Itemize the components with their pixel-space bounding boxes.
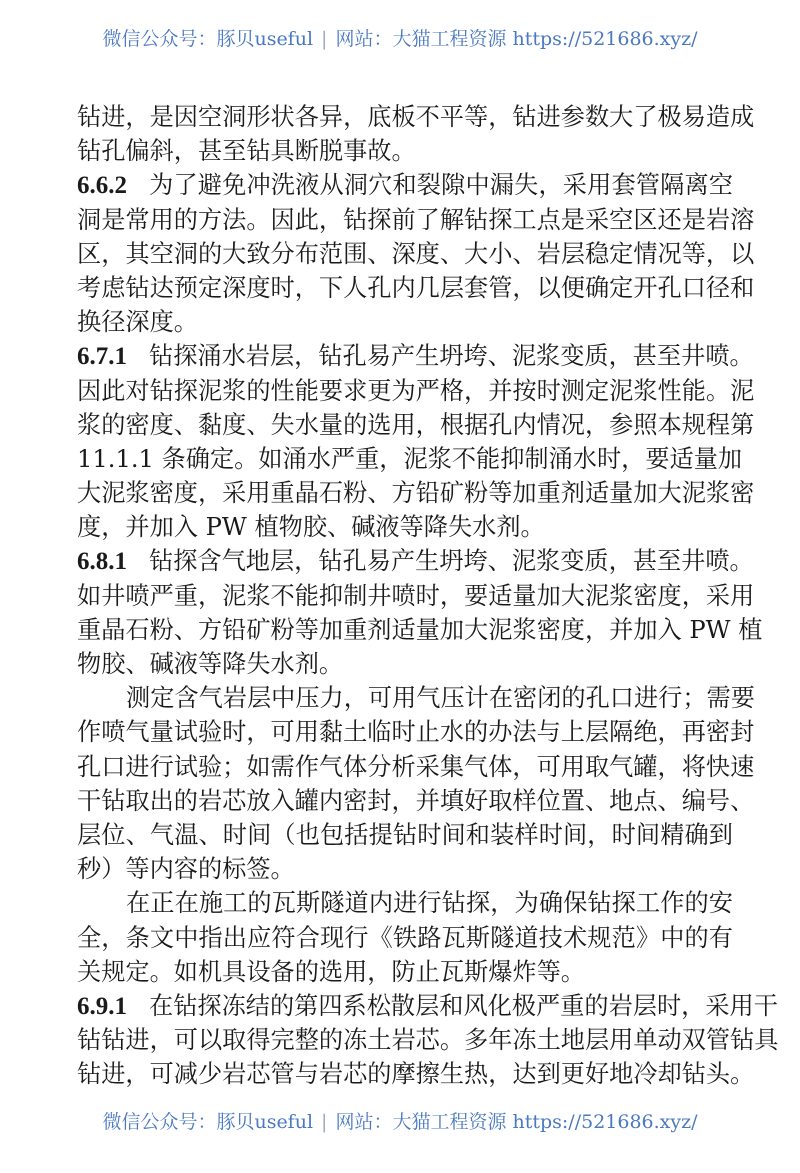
watermark-separator: | (321, 28, 328, 50)
clause-number: 6.7.1 (77, 343, 127, 371)
text-line: 钻孔偏斜，甚至钻具断脱事故。 (77, 137, 416, 166)
text-line: 如井喷严重，泥浆不能抑制井喷时，要适量加大泥浆密度，采用 (77, 581, 755, 610)
clause-number: 6.9.1 (77, 992, 127, 1020)
text-line: 钻进，是因空洞形状各异，底板不平等，钻进参数大了极易造成 (77, 103, 755, 131)
paragraph-start-line: 在正在施工的瓦斯隧道内进行钻探，为确保钻探工作的安 (126, 889, 733, 918)
clause-line: 6.8.1 钻探含气地层，钻孔易产生坍垮、泥浆变质，甚至井喷。 (77, 547, 754, 576)
text-line: 11.1.1 条确定。如涌水严重，泥浆不能抑制涌水时，要适量加 (77, 444, 743, 473)
text-line: 钻钻进，可以取得完整的冻土岩芯。多年冻土地层用单动双管钻具 (77, 1026, 779, 1055)
watermark-website: 网站：大猫工程资源 https://521686.xyz/ (335, 28, 698, 50)
clause-line: 6.7.1 钻探涌水岩层，钻孔易产生坍垮、泥浆变质，甚至井喷。 (77, 342, 754, 371)
text-line: 换径深度。 (77, 308, 198, 337)
text-line: 因此对钻探泥浆的性能要求更为严格，并按时测定泥浆性能。泥 (77, 376, 755, 405)
text-line: 秒）等内容的标签。 (77, 855, 295, 884)
text-line: 层位、气温、时间（也包括提钻时间和装样时间，时间精确到 (77, 820, 733, 849)
paragraph-start-line: 测定含气岩层中压力，可用气压计在密闭的孔口进行；需要 (126, 684, 755, 713)
document-body (77, 100, 779, 1091)
clause-number: 6.6.2 (77, 172, 127, 200)
text-line: 全，条文中指出应符合现行《铁路瓦斯隧道技术规范》中的有 (77, 923, 733, 952)
watermark-separator: | (321, 1111, 328, 1133)
text-line: 干钻取出的岩芯放入罐内密封，并填好取样位置、地点、编号、 (77, 786, 755, 815)
text-line: 大泥浆密度，采用重晶石粉、方铅矿粉等加重剂适量加大泥浆密 (77, 479, 755, 508)
text-line: 物胶、碱液等降失水剂。 (77, 650, 344, 678)
text-line: 洞是常用的方法。因此，钻探前了解钻探工点是采空区还是岩溶 (77, 205, 755, 234)
clause-line: 6.9.1 在钻探冻结的第四系松散层和风化极严重的岩层时，采用干 (77, 991, 778, 1020)
text-line: 浆的密度、黏度、失水量的选用，根据孔内情况，参照本规程第 (77, 410, 755, 439)
watermark-wechat: 微信公众号：豚贝useful (102, 1111, 314, 1133)
text-line: 度，并加入 PW 植物胶、碱液等降失水剂。 (77, 513, 545, 542)
watermark-website: 网站：大猫工程资源 https://521686.xyz/ (335, 1111, 698, 1133)
text-line: 考虑钻达预定深度时，下人孔内几层套管，以便确定开孔口径和 (77, 273, 755, 302)
clause-number: 6.8.1 (77, 548, 127, 576)
watermark-header (0, 24, 800, 51)
text-line: 孔口进行试验；如需作气体分析采集气体，可用取气罐，将快速 (77, 752, 755, 781)
text-line: 钻进，可减少岩芯管与岩芯的摩擦生热，达到更好地冷却钻头。 (77, 1060, 755, 1089)
text-line: 关规定。如机具设备的选用，防止瓦斯爆炸等。 (77, 957, 585, 986)
text-line: 作喷气量试验时，可用黏土临时止水的办法与上层隔绝，再密封 (77, 718, 755, 747)
watermark-footer (0, 1107, 800, 1134)
text-line: 区，其空洞的大致分布范围、深度、大小、岩层稳定情况等，以 (77, 239, 755, 268)
text-line: 重晶石粉、方铅矿粉等加重剂适量加大泥浆密度，并加入 PW 植 (77, 615, 763, 644)
clause-line: 6.6.2 为了避免冲洗液从洞穴和裂隙中漏失，采用套管隔离空 (77, 171, 733, 200)
watermark-wechat: 微信公众号：豚贝useful (102, 28, 314, 50)
